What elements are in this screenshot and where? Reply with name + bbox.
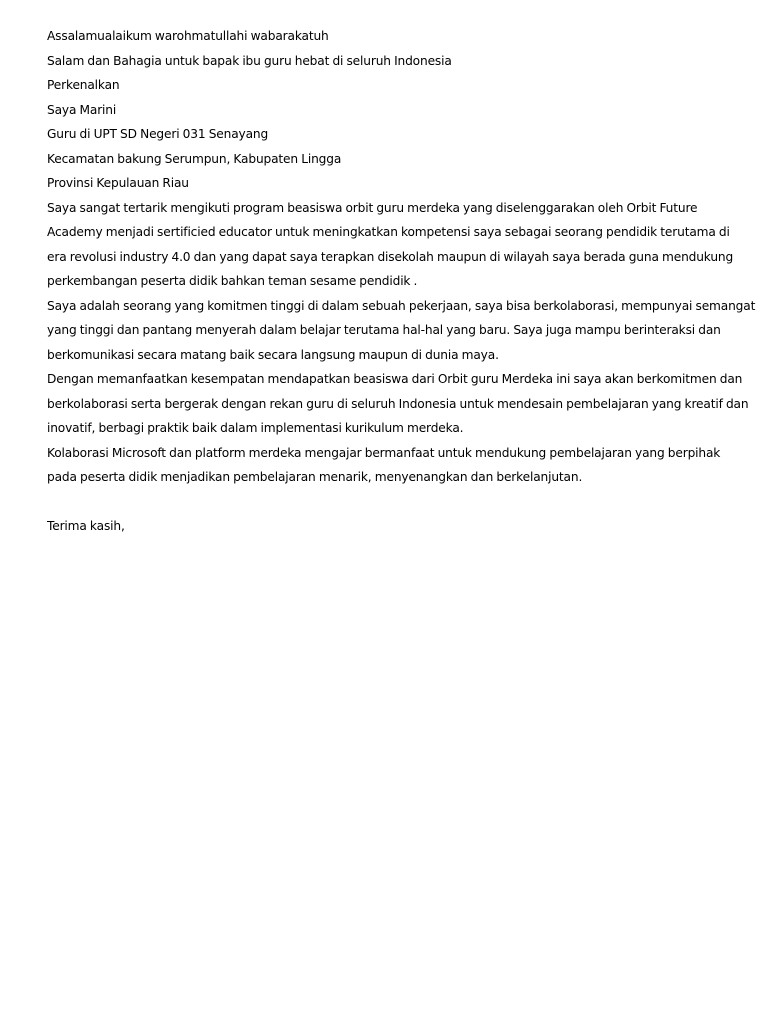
- paragraph-commitment: [47, 294, 756, 368]
- school-line: Guru di UPT SD Negeri 031 Senayang: [47, 127, 269, 141]
- document-page: [47, 24, 756, 539]
- paragraph-microsoft: [47, 441, 737, 490]
- paragraph-line: berkolaborasi serta bergerak dengan rekan guru di seluruh Indonesia untuk mendesain pembelajaran yang kreatif dan: [47, 396, 749, 411]
- paragraph-line: Kolaborasi Microsoft dan platform merdeka mengajar bermanfaat untuk mendukung pembelajaran yang berpihak: [47, 445, 721, 460]
- paragraph-collaboration: [47, 367, 749, 441]
- name-line: Saya Marini: [47, 102, 117, 117]
- paragraph-line: pada peserta didik menjadikan pembelajaran menarik, menyenangkan dan berkelanjutan.: [47, 470, 583, 484]
- salutation-line: Salam dan Bahagia untuk bapak ibu guru hebat di seluruh Indonesia: [47, 53, 452, 68]
- paragraph-line: era revolusi industry 4.0 dan yang dapat saya terapkan disekolah maupun di wilayah saya berada guna mendukung: [47, 249, 734, 264]
- district-line: Kecamatan bakung Serumpun, Kabupaten Lingga: [47, 151, 342, 166]
- paragraph-line: inovatif, berbagi praktik baik dalam implementasi kurikulum merdeka.: [47, 421, 464, 435]
- paragraph-line: Saya adalah seorang yang komitmen tinggi di dalam sebuah pekerjaan, saya bisa berkolaborasi, mempunyai semangat: [47, 298, 756, 313]
- paragraph-line: yang tinggi dan pantang menyerah dalam belajar terutama hal-hal yang baru. Saya juga mampu berinteraksi dan: [47, 323, 721, 337]
- greeting-line: Assalamualaikum warohmatullahi wabarakatuh: [47, 29, 329, 43]
- closing-line: Terima kasih,: [47, 519, 125, 533]
- paragraph-line: Dengan memanfaatkan kesempatan mendapatkan beasiswa dari Orbit guru Merdeka ini saya akan berkomitmen dan: [47, 372, 743, 386]
- paragraph-motivation: [47, 196, 737, 294]
- intro-label: Perkenalkan: [47, 78, 120, 92]
- paragraph-line: perkembangan peserta didik bahkan teman sesame pendidik .: [47, 274, 418, 288]
- paragraph-line: Academy menjadi sertificied educator untuk meningkatkan kompetensi saya sebagai seorang pendidik terutama di: [47, 225, 730, 239]
- paragraph-line: berkomunikasi secara matang baik secara langsung maupun di dunia maya.: [47, 347, 499, 362]
- paragraph-line: Saya sangat tertarik mengikuti program beasiswa orbit guru merdeka yang diselenggarakan oleh Orbit Future: [47, 200, 698, 215]
- province-line: Provinsi Kepulauan Riau: [47, 176, 189, 190]
